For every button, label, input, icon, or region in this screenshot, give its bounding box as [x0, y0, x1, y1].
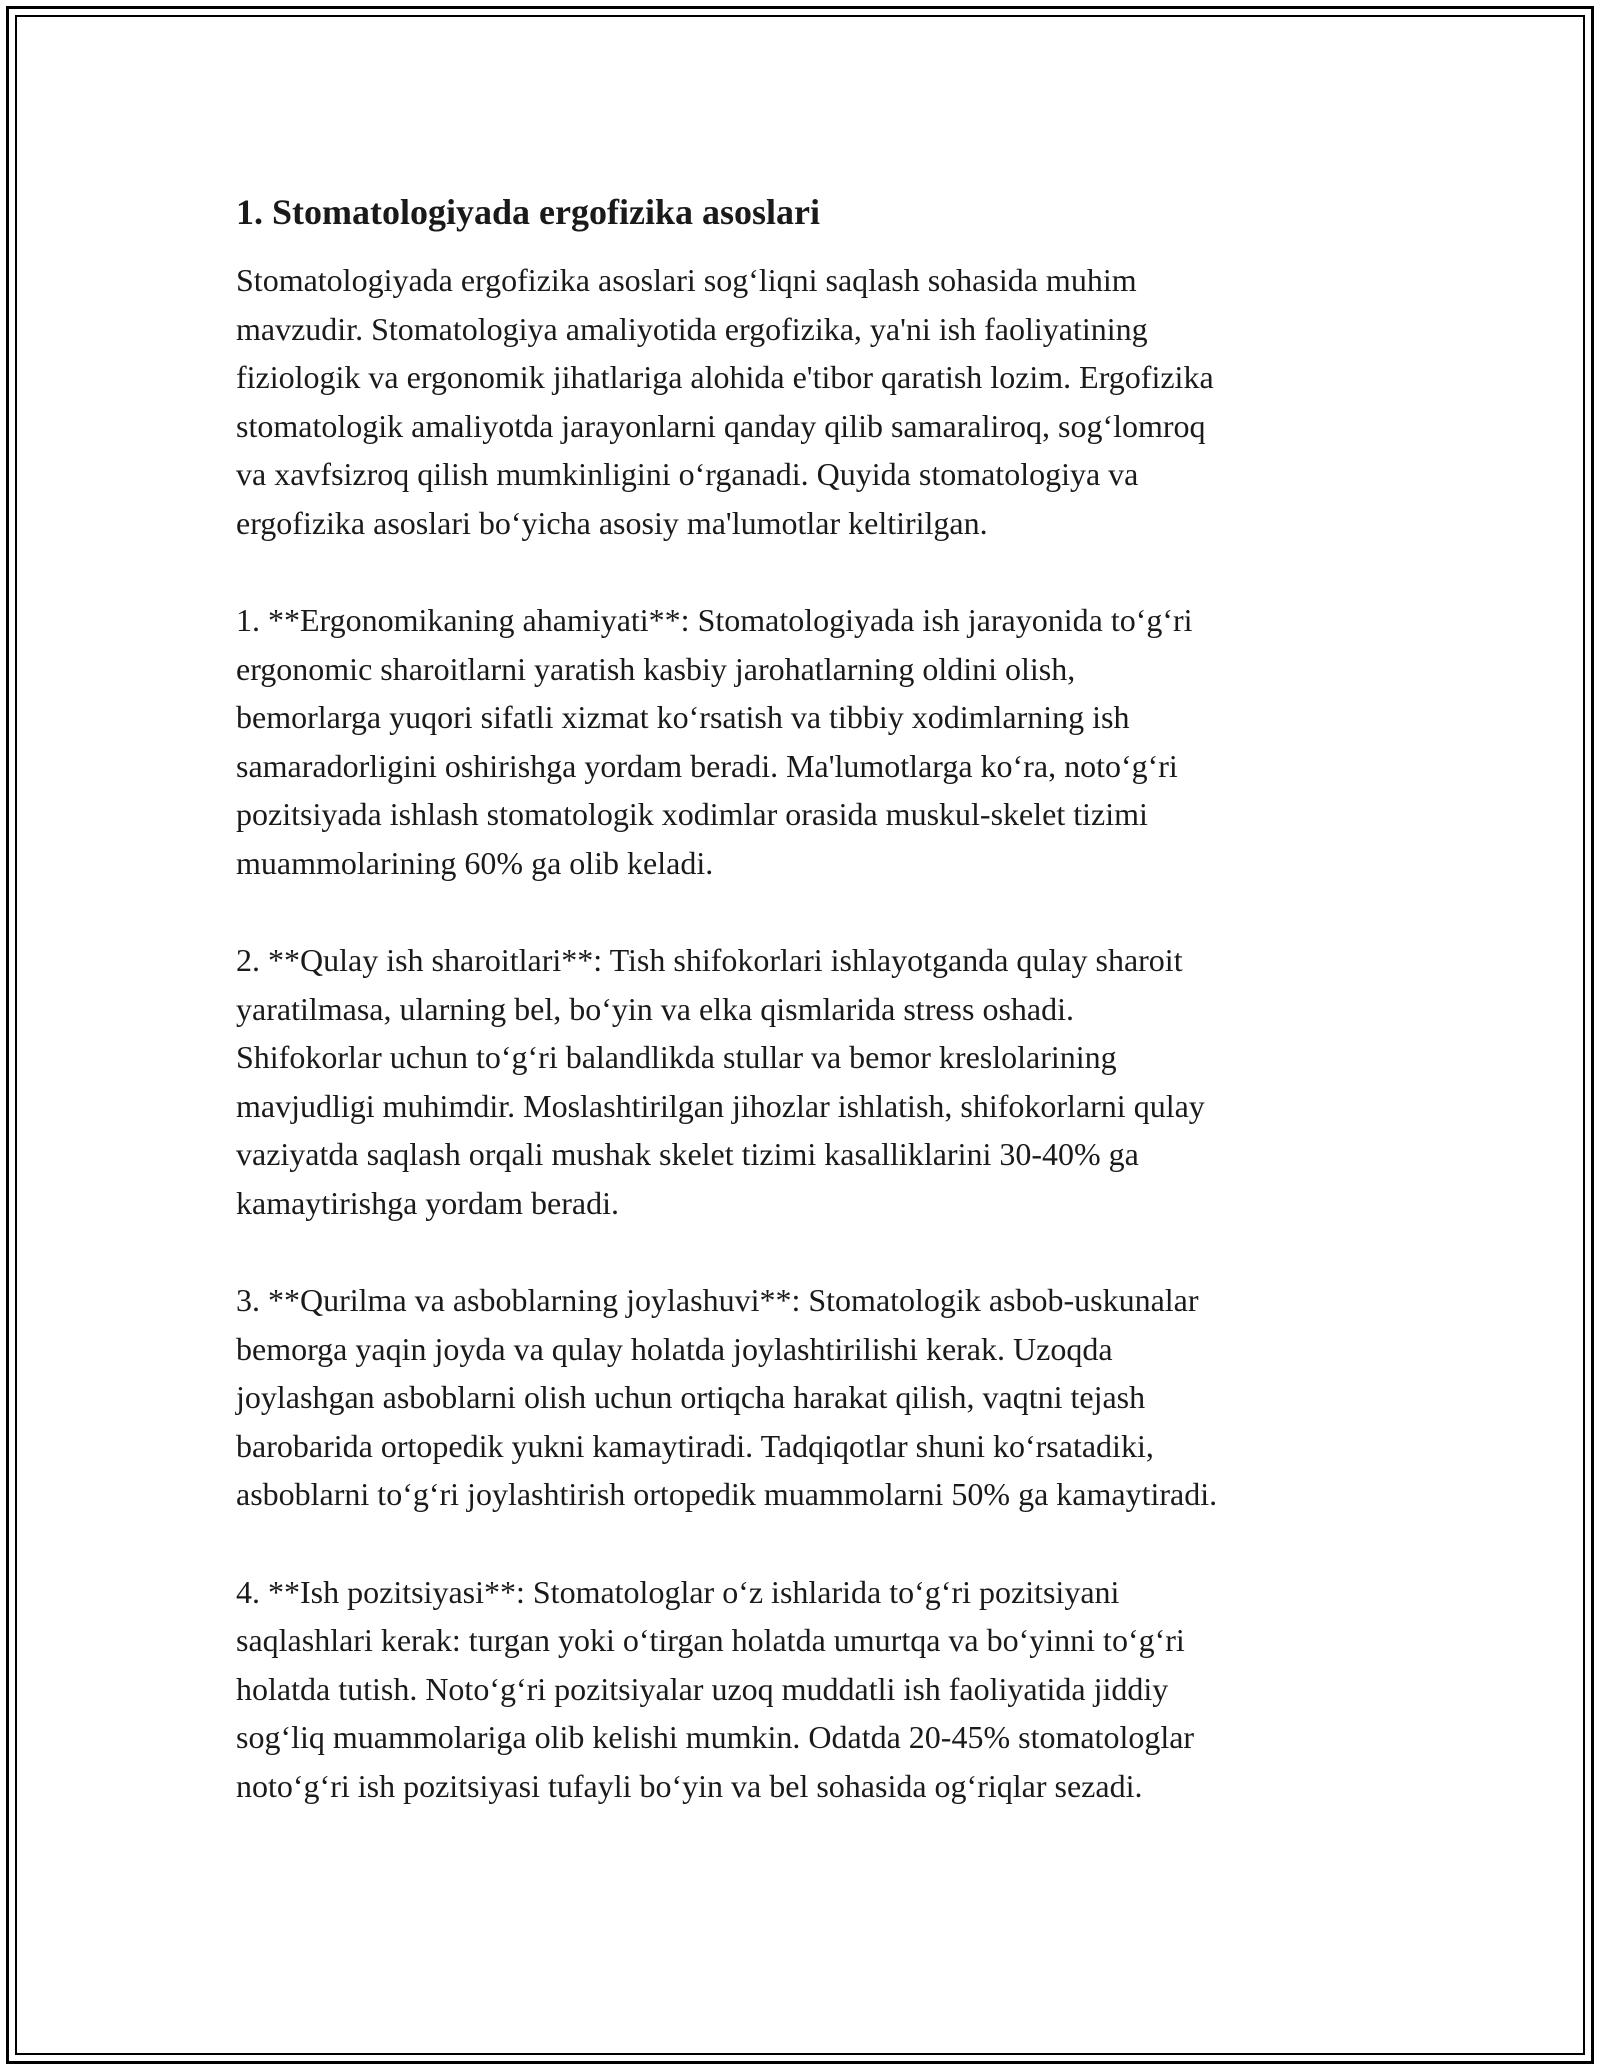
- paragraph-line: yaratilmasa, ularning bel, bo‘yin va elka qismlarida stress oshadi.: [236, 990, 1074, 1027]
- paragraph-line: sog‘liq muammolariga olib kelishi mumkin. Odatda 20-45% stomatologlar: [236, 1719, 1195, 1755]
- paragraph-line: joylashgan asboblarni olish uchun ortiqcha harakat qilish, vaqtni tejash: [236, 1379, 1146, 1415]
- paragraph-line: ergonomic sharoitlarni yaratish kasbiy jarohatlarning oldini olish,: [236, 650, 1076, 687]
- paragraph-line: 4. **Ish pozitsiyasi**: Stomatologlar o‘z ishlarida to‘g‘ri pozitsiyani: [236, 1573, 1120, 1610]
- paragraph-line: fiziologik va ergonomik jihatlariga alohida e'tibor qaratish lozim. Ergofizika: [236, 359, 1214, 395]
- paragraph-line: samaradorligini oshirishga yordam beradi. Ma'lumotlarga ko‘ra, noto‘g‘ri: [236, 747, 1178, 784]
- paragraph-line: stomatologik amaliyotda jarayonlarni qanday qilib samaraliroq, sog‘lomroq: [236, 407, 1206, 444]
- paragraph-line: ergofizika asoslari bo‘yicha asosiy ma'lumotlar keltirilgan.: [236, 504, 988, 541]
- paragraph-line: asboblarni to‘g‘ri joylashtirish ortopedik muammolarni 50% ga kamaytiradi.: [236, 1476, 1218, 1512]
- paragraph-line: pozitsiyada ishlash stomatologik xodimlar orasida muskul-skelet tizimi: [236, 796, 1148, 832]
- paragraph-line: bemorlarga yuqori sifatli xizmat ko‘rsatish va tibbiy xodimlarning ish: [236, 699, 1130, 735]
- paragraph-line: mavjudligi muhimdir. Moslashtirilgan jihozlar ishlatish, shifokorlarni qulay: [236, 1087, 1205, 1124]
- paragraph-line: 2. **Qulay ish sharoitlari**: Tish shifokorlari ishlayotganda qulay sharoit: [236, 942, 1183, 978]
- paragraph-line: 3. **Qurilma va asboblarning joylashuvi**: Stomatologik asbob-uskunalar: [236, 1282, 1199, 1318]
- paragraph-line: noto‘g‘ri ish pozitsiyasi tufayli bo‘yin va bel sohasida og‘riqlar sezadi.: [236, 1767, 1143, 1804]
- paragraph-line: muammolarining 60% ga olib keladi.: [236, 844, 714, 881]
- paragraph-line: 1. **Ergonomikaning ahamiyati**: Stomatologiyada ish jarayonida to‘g‘ri: [236, 602, 1193, 638]
- paragraph-line: Shifokorlar uchun to‘g‘ri balandlikda stullar va bemor kreslolarining: [236, 1039, 1117, 1075]
- paragraph-line: barobarida ortopedik yukni kamaytiradi. Tadqiqotlar shuni ko‘rsatadiki,: [236, 1427, 1154, 1464]
- paragraph-line: vaziyatda saqlash orqali mushak skelet tizimi kasalliklarini 30-40% ga: [236, 1136, 1139, 1172]
- paragraph-work-conditions: [236, 936, 1386, 1227]
- paragraph-work-position: [236, 1568, 1386, 1811]
- paragraph-line: holatda tutish. Noto‘g‘ri pozitsiyalar uzoq muddatli ish faoliyatida jiddiy: [236, 1670, 1169, 1707]
- paragraph-line: bemorga yaqin joyda va qulay holatda joylashtirilishi kerak. Uzoqda: [236, 1330, 1113, 1367]
- paragraph-line: kamaytirishga yordam beradi.: [236, 1184, 619, 1221]
- paragraph-line: mavzudir. Stomatologiya amaliyotida ergofizika, ya'ni ish faoliyatining: [236, 310, 1148, 347]
- paragraph-intro: [236, 256, 1386, 547]
- document-title: 1. Stomatologiyada ergofizika asoslari: [236, 192, 820, 232]
- paragraph-line: saqlashlari kerak: turgan yoki o‘tirgan holatda umurtqa va bo‘yinni to‘g‘ri: [236, 1622, 1185, 1658]
- paragraph-equipment-placement: [236, 1276, 1386, 1519]
- paragraph-line: Stomatologiyada ergofizika asoslari sog‘liqni saqlash sohasida muhim: [236, 262, 1137, 298]
- paragraph-line: va xavfsizroq qilish mumkinligini o‘rganadi. Quyida stomatologiya va: [236, 456, 1139, 492]
- paragraph-ergonomics: [236, 596, 1386, 887]
- document-body: [236, 188, 1386, 1859]
